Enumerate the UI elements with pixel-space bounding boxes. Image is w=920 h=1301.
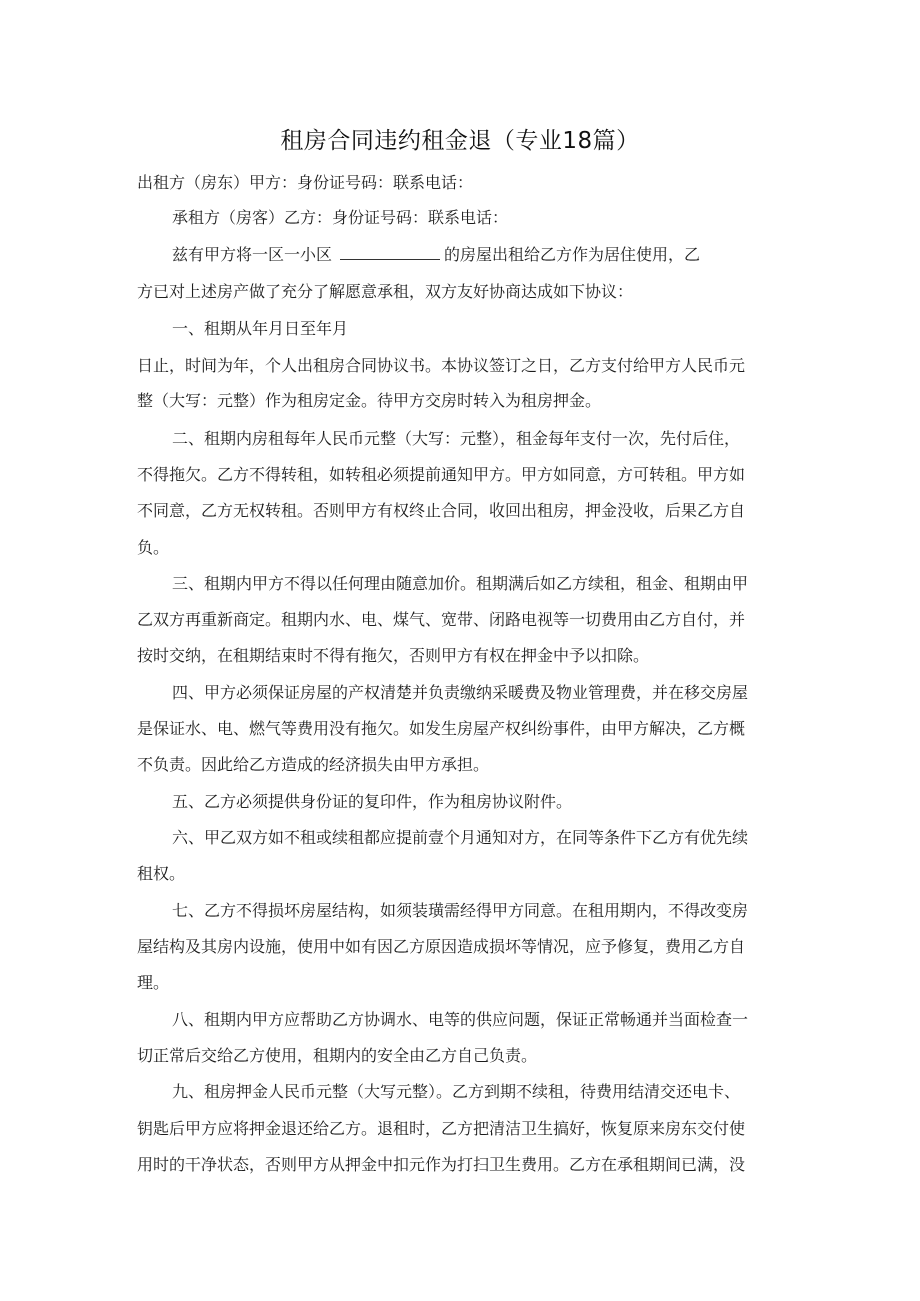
text-line: 按时交纳，在租期结束时不得有拖欠，否则甲方有权在押金中予以扣除。 [137, 646, 650, 665]
text-segment: 的房屋出租给乙方作为居住使用，乙 [444, 245, 701, 264]
fill-in-blank [340, 245, 440, 260]
text-line: 用时的干净状态，否则甲方从押金中扣元作为打扫卫生费用。乙方在承租期间已满，没 [137, 1155, 746, 1174]
text-line: 是保证水、电、燃气等费用没有拖欠。如发生房屋产权纠纷事件，由甲方解决，乙方概 [137, 719, 746, 738]
text-line: 不负责。因此给乙方造成的经济损失由甲方承担。 [137, 755, 490, 774]
text-line: 二、租期内房租每年人民币元整（大写：元整），租金每年支付一次，先付后住， [172, 429, 741, 448]
text-line: 不同意，乙方无权转租。否则甲方有权终止合同，收回出租房，押金没收，后果乙方自 [137, 501, 746, 520]
text-line: 六、甲乙双方如不租或续租都应提前壹个月通知对方，在同等条件下乙方有优先续 [172, 828, 749, 847]
text-line: 四、甲方必须保证房屋的产权清楚并负责缴纳采暖费及物业管理费，并在移交房屋 [172, 683, 749, 702]
text-line: 理。 [137, 973, 170, 992]
text-line: 三、租期内甲方不得以任何理由随意加价。租期满后如乙方续租，租金、租期由甲 [172, 574, 749, 593]
text-line: 不得拖欠。乙方不得转租，如转租必须提前通知甲方。甲方如同意，方可转租。甲方如 [137, 465, 746, 484]
text-line: 屋结构及其房内设施，使用中如有因乙方原因造成损坏等情况，应予修复，费用乙方自 [137, 937, 746, 956]
text-line: 方已对上述房产做了充分了解愿意承租，双方友好协商达成如下协议： [137, 282, 634, 301]
text-line: 整（大写：元整）作为租房定金。待甲方交房时转入为租房押金。 [137, 391, 602, 410]
text-line: 八、租期内甲方应帮助乙方协调水、电等的供应问题，保证正常畅通并当面检查一 [172, 1010, 749, 1029]
text-line: 负。 [137, 538, 170, 557]
text-segment: 兹有甲方将一区一小区 [172, 245, 333, 264]
document-title: 租房合同违约租金退（专业18篇） [280, 128, 640, 154]
text-line: 日止，时间为年，个人出租房合同协议书。本协议签订之日，乙方支付给甲方人民币元 [137, 356, 746, 375]
text-line: 乙双方再重新商定。租期内水、电、煤气、宽带、闭路电视等一切费用由乙方自付，并 [137, 610, 746, 629]
text-line: 七、乙方不得损坏房屋结构，如须装璜需经得甲方同意。在租用期内，不得改变房 [172, 901, 749, 920]
text-line: 租权。 [137, 864, 186, 883]
text-line: 承租方（房客）乙方：身份证号码：联系电话： [172, 208, 509, 227]
text-line-with-blank [172, 243, 700, 267]
text-line: 一、租期从年月日至年月 [172, 319, 349, 338]
text-line: 钥匙后甲方应将押金退还给乙方。退租时，乙方把清洁卫生搞好，恢复原来房东交付使 [137, 1119, 746, 1138]
text-line: 出租方（房东）甲方：身份证号码：联系电话： [137, 173, 474, 192]
text-line: 切正常后交给乙方使用，租期内的安全由乙方自己负责。 [137, 1046, 538, 1065]
text-line: 九、租房押金人民币元整（大写元整）。乙方到期不续租，待费用结清交还电卡、 [172, 1082, 741, 1101]
text-line: 五、乙方必须提供身份证的复印件，作为租房协议附件。 [172, 792, 573, 811]
